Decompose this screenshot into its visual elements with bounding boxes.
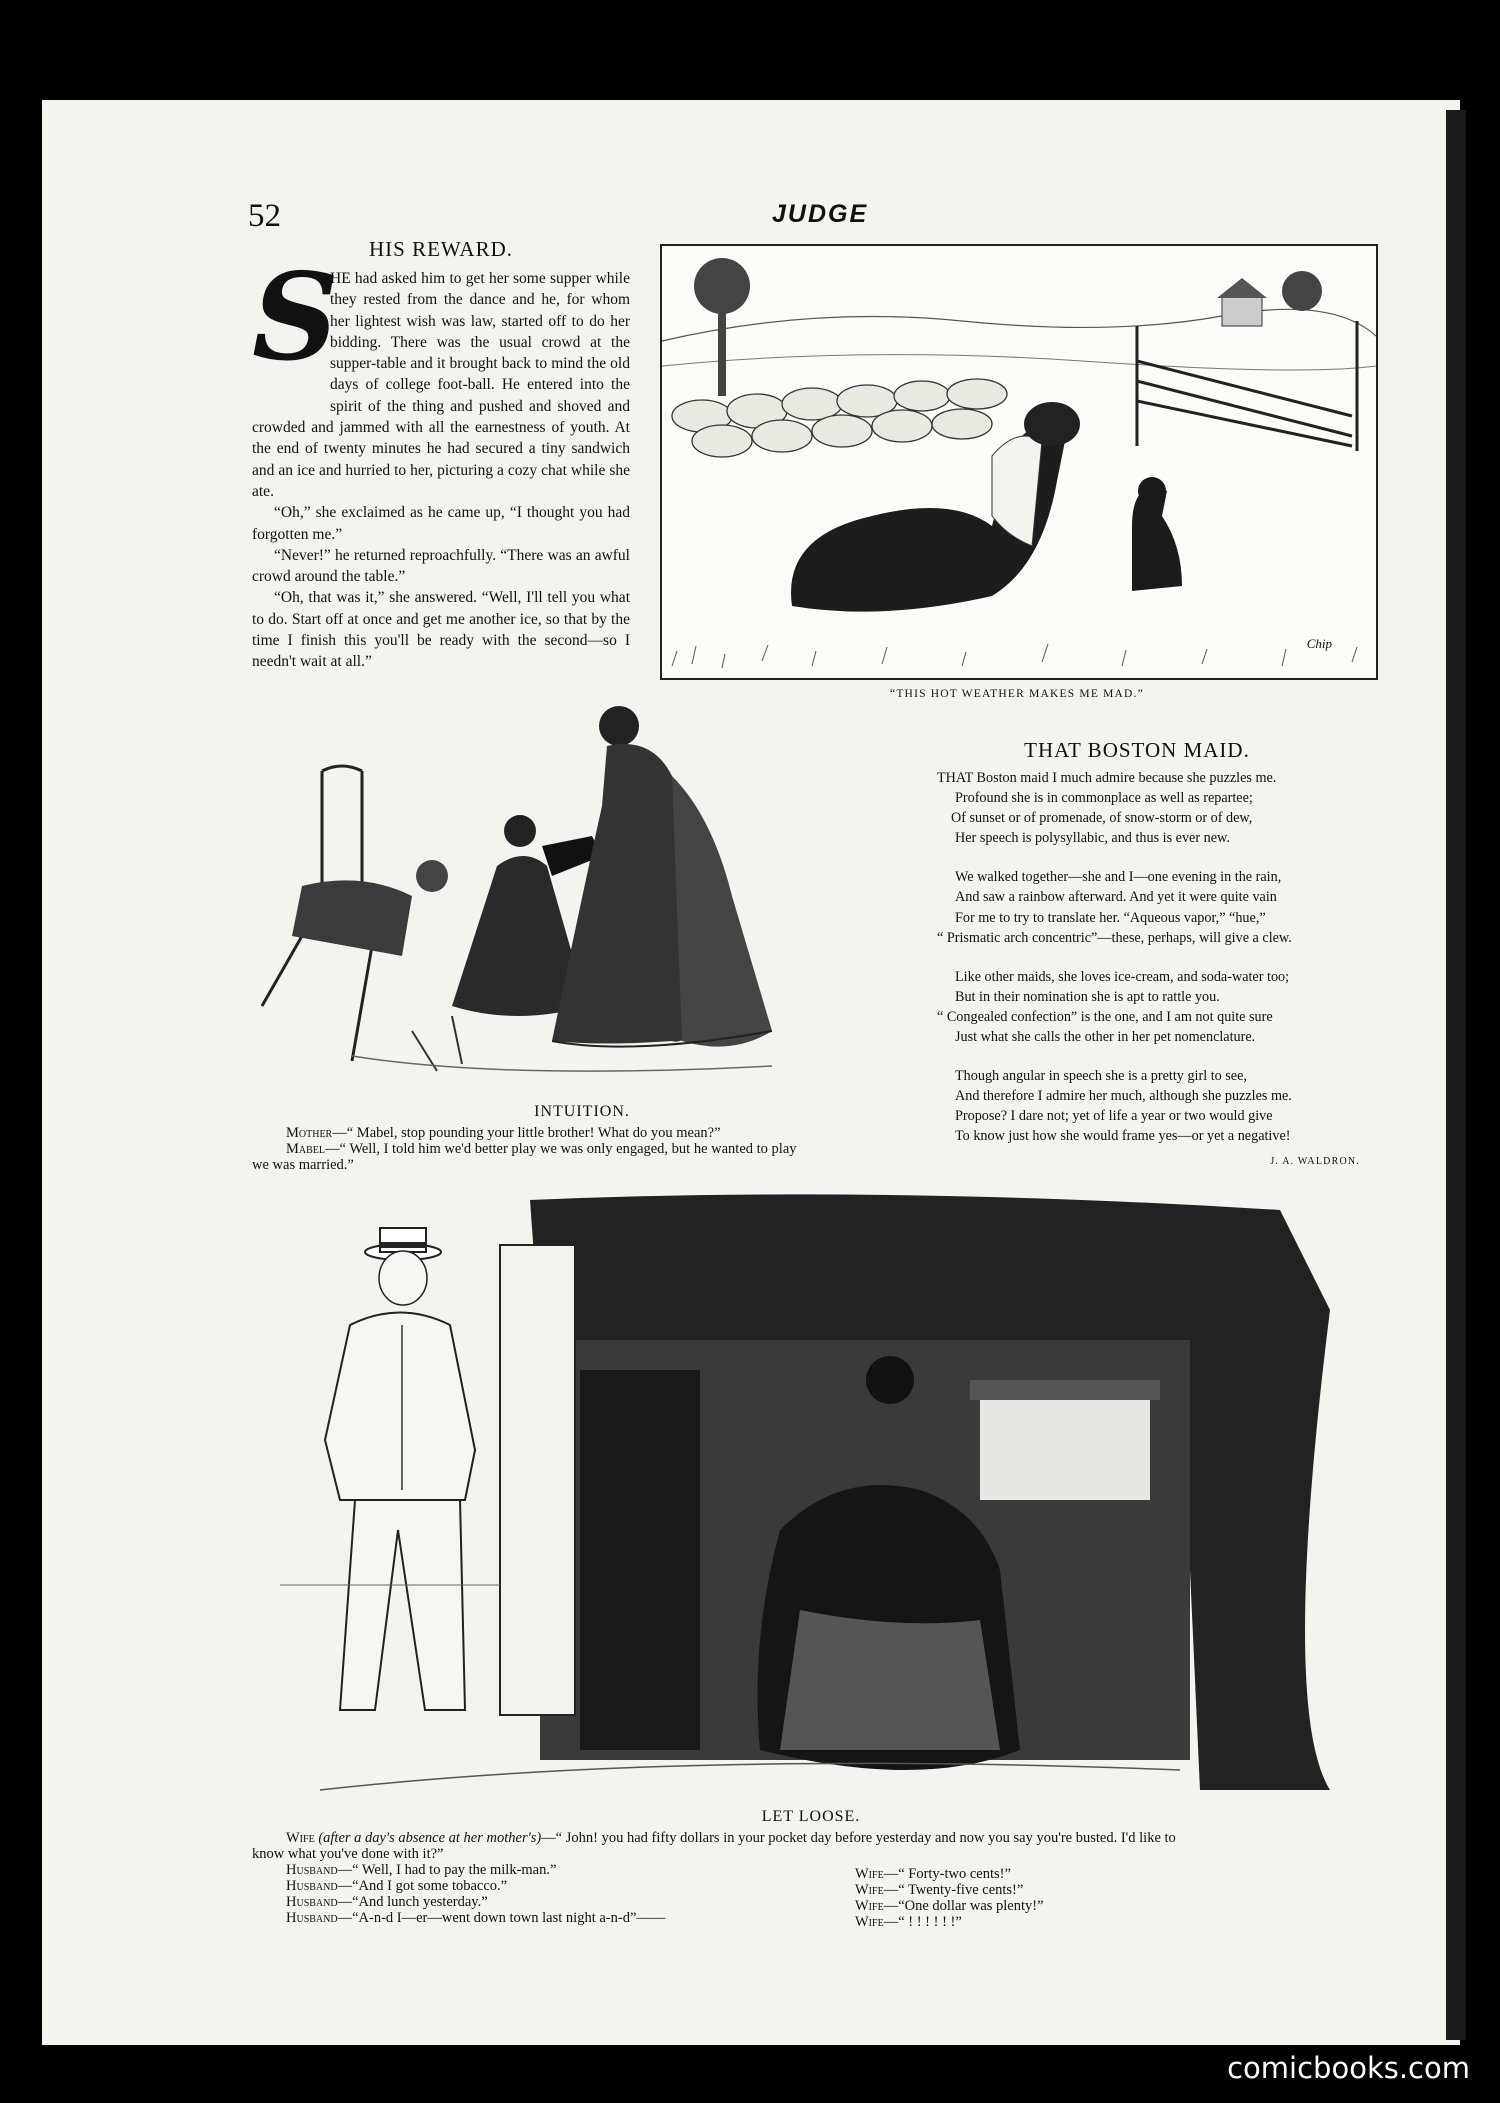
dialogue-text: —“ Forty-two cents!” bbox=[883, 1866, 1011, 1882]
poem-line: Her speech is polysyllabic, and thus is ever new. bbox=[955, 830, 1230, 847]
dialogue-line bbox=[252, 1125, 912, 1141]
speaker: Wife bbox=[286, 1830, 315, 1846]
poem-line: But in their nomination she is apt to rattle you. bbox=[955, 988, 1220, 1005]
dialogue-line bbox=[252, 1846, 1372, 1862]
speaker: Wife bbox=[855, 1866, 884, 1882]
poem-line: Like other maids, she loves ice-cream, and soda-water too; bbox=[955, 968, 1290, 985]
dialogue-text: —“ Well, I told him we'd better play we was only engaged, but he wanted to play bbox=[325, 1141, 797, 1157]
poem-line: “ Congealed confection” is the one, and I am not quite sure bbox=[937, 1008, 1273, 1025]
poem-line: Just what she calls the other in her pet nomenclature. bbox=[955, 1029, 1256, 1046]
dialogue-line bbox=[855, 1866, 1215, 1882]
dialogue-line bbox=[286, 1910, 846, 1926]
poem-line: Though angular in speech she is a pretty girl to see, bbox=[955, 1068, 1247, 1085]
dropcap-letter: S bbox=[252, 247, 339, 388]
artist-signature: Chip bbox=[1306, 636, 1332, 651]
story-paragraph: “Oh, that was it,” she answered. “Well, I'll tell you what to do. Start off at once and get me another ice, so that by the time I finish this you'll be ready with the second—so I needn't wait at all.” bbox=[252, 589, 630, 671]
poem-stanza bbox=[937, 1066, 1369, 1146]
dialogue-text: —“One dollar was plenty!” bbox=[883, 1898, 1044, 1914]
dialogue-text: —“And I got some tobacco.” bbox=[337, 1878, 508, 1894]
dialogue-line bbox=[252, 1141, 912, 1157]
wife-replies bbox=[855, 1866, 1215, 1930]
dialogue-line bbox=[252, 1830, 1372, 1846]
speaker: Wife bbox=[855, 1898, 884, 1914]
dialogue-text: —“ John! you had fifty dollars in your pocket day before yesterday and now you say you're busted. I'd like to bbox=[541, 1830, 1176, 1846]
intuition-title: INTUITION. bbox=[534, 1103, 630, 1120]
dialogue-text: —“ Twenty-five cents!” bbox=[883, 1882, 1024, 1898]
dialogue-text: we was married.” bbox=[252, 1157, 354, 1173]
speaker: Mabel bbox=[286, 1141, 326, 1157]
dialogue-text: —“And lunch yesterday.” bbox=[337, 1894, 488, 1910]
speaker: Husband bbox=[286, 1878, 338, 1894]
poem-stanza bbox=[937, 867, 1369, 947]
dog-cartoon-illustration bbox=[660, 244, 1378, 680]
his-reward-title: HIS REWARD. bbox=[368, 237, 513, 261]
poem-line: And therefore I admire her much, although she puzzles me. bbox=[955, 1088, 1292, 1105]
poem-line: Profound she is in commonplace as well as repartee; bbox=[955, 790, 1253, 807]
dialogue-text: —“A-n-d I—er—went down town last night a-n-d”—— bbox=[337, 1910, 666, 1926]
page-binding-edge bbox=[1446, 110, 1466, 2040]
poem-line: To know just how she would frame yes—or yet a negative! bbox=[955, 1128, 1291, 1145]
dialogue-text: —“ Mabel, stop pounding your little brother! What do you mean?” bbox=[332, 1125, 721, 1141]
dialogue-line bbox=[855, 1882, 1215, 1898]
poem-line: We walked together—she and I—one evening in the rain, bbox=[955, 869, 1282, 886]
poem-line: And saw a rainbow afterward. And yet it were quite vain bbox=[955, 889, 1277, 906]
speaker: Mother bbox=[286, 1125, 333, 1141]
husband-replies bbox=[252, 1862, 846, 1926]
dialogue-line bbox=[286, 1878, 846, 1894]
poem-author: J. A. WALDRON. bbox=[1270, 1156, 1360, 1167]
poem-line: “ Prismatic arch concentric”—these, perhaps, will give a clew. bbox=[937, 929, 1292, 946]
poem-stanza bbox=[937, 768, 1369, 848]
stage-direction: (after a day's absence at her mother's) bbox=[318, 1830, 542, 1846]
speaker: Husband bbox=[286, 1862, 338, 1878]
story-paragraph: HE had asked him to get her some supper while they rested from the dance and he, for whom her lightest wish was law, started off to do her bidding. There was the usual crowd at the supper-table and it brought back to mind the old days of college foot-ball. He entered into the spirit of the thing and pushed and shoved and crowded and jammed with all the earnestness of youth. At the end of twenty minutes he had secured a tiny sandwich and an ice and hurried to her, picturing a cozy chat while she ate. bbox=[252, 270, 630, 500]
intuition-illustration bbox=[252, 696, 912, 1080]
let-loose-title: LET LOOSE. bbox=[761, 1808, 861, 1825]
poem-line: Of sunset or of promenade, of snow-storm or of dew, bbox=[951, 810, 1253, 827]
story-paragraph: “Oh,” she exclaimed as he came up, “I thought you had forgotten me.” bbox=[252, 504, 630, 543]
poem-stanza bbox=[937, 967, 1369, 1047]
boston-maid-title: THAT BOSTON MAID. bbox=[1024, 738, 1250, 762]
dialogue-line bbox=[286, 1862, 846, 1878]
poem-line: For me to try to translate her. “Aqueous vapor,” “hue,” bbox=[955, 909, 1266, 926]
intuition-dialogue bbox=[252, 1125, 912, 1173]
speaker: Wife bbox=[855, 1914, 884, 1930]
dialogue-text: know what you've done with it?” bbox=[252, 1846, 444, 1862]
masthead: JUDGE bbox=[772, 200, 869, 228]
poem-line: THAT Boston maid I much admire because she puzzles me. bbox=[937, 770, 1277, 786]
dialogue-text: —“ ! ! ! ! ! !” bbox=[883, 1914, 962, 1930]
speaker: Husband bbox=[286, 1894, 338, 1910]
speaker: Wife bbox=[855, 1882, 884, 1898]
let-loose-intro bbox=[252, 1830, 1372, 1862]
dialogue-line bbox=[252, 1157, 912, 1173]
site-watermark: comicbooks.com bbox=[1227, 2051, 1470, 2085]
dialogue-line bbox=[855, 1898, 1215, 1914]
dialogue-line bbox=[286, 1894, 846, 1910]
boston-maid-poem bbox=[937, 768, 1369, 1166]
dialogue-text: —“ Well, I had to pay the milk-man.” bbox=[337, 1862, 557, 1878]
let-loose-illustration bbox=[280, 1190, 1330, 1800]
page-number: 52 bbox=[248, 198, 281, 234]
speaker: Husband bbox=[286, 1910, 338, 1926]
story-paragraph: “Never!” he returned reproachfully. “There was an awful crowd around the table.” bbox=[252, 546, 630, 586]
dialogue-line bbox=[855, 1914, 1215, 1930]
dog-cartoon-caption: “THIS HOT WEATHER MAKES ME MAD.” bbox=[890, 688, 1144, 700]
poem-line: Propose? I dare not; yet of life a year or two would give bbox=[955, 1108, 1273, 1125]
